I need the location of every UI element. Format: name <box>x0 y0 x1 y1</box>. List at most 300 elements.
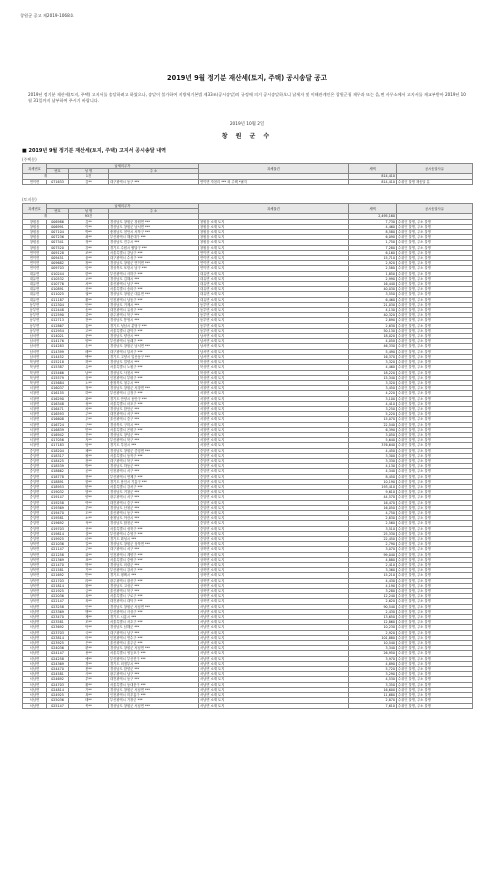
row-amount: 22,540 <box>349 422 397 427</box>
row-amount: 4,880 <box>349 557 397 562</box>
row-address: 경기도 부천시 *** <box>109 443 199 448</box>
row-object: 서남면 소재 토지 <box>199 635 349 640</box>
row-address: 대전광역시 중구 *** <box>109 500 199 505</box>
row-amount: 8,580 <box>349 230 397 235</box>
row-object: 상북면 소재 토지 <box>199 578 349 583</box>
row-address: 인천광역시 연수구 *** <box>109 635 199 640</box>
row-number: 014021 <box>47 334 69 339</box>
row-reason: 수취인 불명, 주소 불명 <box>397 599 473 604</box>
row-reason: 수취인 불명, 주소 불명 <box>397 594 473 599</box>
row-number: 019703 <box>47 526 69 531</box>
row-number: 024369 <box>47 661 69 666</box>
row-name: 공** <box>69 469 109 474</box>
row-taxtype: 서남면 <box>23 667 47 672</box>
row-number: 012713 <box>47 318 69 323</box>
row-amount: 4,410 <box>349 401 397 406</box>
row-number: 021258 <box>47 552 69 557</box>
row-taxtype: 연이면 <box>23 179 47 184</box>
row-address: 광주광역시 북구 *** <box>109 313 199 318</box>
row-object: 서남면 소재 토지 <box>199 682 349 687</box>
row-number: 016608 <box>47 417 69 422</box>
house-section-label: (주택분) <box>22 157 37 162</box>
row-amount: 7,280 <box>349 245 397 250</box>
row-object: 중앙면 소재 토지 <box>199 464 349 469</box>
col-reason: 공시송달사유 <box>397 164 473 174</box>
row-amount: 2,410 <box>349 563 397 568</box>
row-reason: 수취인 불명, 주소 불명 <box>397 266 473 271</box>
row-object: 서창면 소재 토지 <box>199 427 349 432</box>
row-name: 황** <box>69 297 109 302</box>
row-name: 신** <box>69 287 109 292</box>
row-reason: 수취인 불명, 주소 불명 <box>397 479 473 484</box>
row-amount: 5,640 <box>349 438 397 443</box>
row-taxtype: 중앙면 <box>23 484 47 489</box>
row-name: 추** <box>69 505 109 510</box>
row-address: 경상남도 창원군 대유면 *** <box>109 292 199 297</box>
row-taxtype: 서창면 <box>23 412 47 417</box>
row-object: 창원읍 소재 토지 <box>199 245 349 250</box>
row-taxtype: 서남면 <box>23 687 47 692</box>
row-amount: 8,450 <box>349 474 397 479</box>
row-reason: 수취인 불명, 주소 불명 <box>397 448 473 453</box>
row-address: 경기도 용인시 기흥구 *** <box>109 479 199 484</box>
row-object: 상북면 소재 토지 <box>199 573 349 578</box>
row-amount: 2,870 <box>349 698 397 703</box>
row-amount: 4,130 <box>349 308 397 313</box>
row-object: 중앙면 소재 토지 <box>199 469 349 474</box>
row-reason: 수취인 불명, 주소 불명 <box>397 375 473 380</box>
row-number: 009128 <box>47 250 69 255</box>
row-address: 서울특별시 강서구 *** <box>109 484 199 489</box>
row-reason: 수취인 불명, 주소 불명 <box>397 464 473 469</box>
row-address: 서울특별시 영등포구 *** <box>109 651 199 656</box>
row-name: 곽** <box>69 396 109 401</box>
row-name: 선** <box>69 526 109 531</box>
row-reason: 수취인 불명, 주소 불명 <box>397 500 473 505</box>
col-no: 번호 <box>47 209 69 214</box>
row-number: 022036 <box>47 594 69 599</box>
row-address: 대구광역시 달서구 *** <box>109 349 199 354</box>
row-object: 중앙면 소재 토지 <box>199 484 349 489</box>
row-name: 소** <box>69 516 109 521</box>
row-object: 대유면 소재 토지 <box>199 287 349 292</box>
row-taxtype: 서남면 <box>23 703 47 708</box>
row-amount: 5,720 <box>349 667 397 672</box>
row-taxtype: 중앙면 <box>23 516 47 521</box>
row-amount: 7,610 <box>349 703 397 708</box>
total-label: 계 <box>23 174 69 179</box>
row-address: 울산광역시 울주군 *** <box>109 641 199 646</box>
row-address: 충청남도 아산시 *** <box>109 516 199 521</box>
row-object: 상북면 소재 토지 <box>199 557 349 562</box>
row-number: 025147 <box>47 703 69 708</box>
row-taxtype: 서남면 <box>23 604 47 609</box>
row-object: 대유면 소재 토지 <box>199 276 349 281</box>
row-number: 015218 <box>47 360 69 365</box>
row-number: 010244 <box>47 271 69 276</box>
col-amount: 세액 <box>349 204 397 214</box>
row-address: 경상남도 의령군 *** <box>109 563 199 568</box>
col-address: 주 소 <box>109 209 199 214</box>
row-taxtype: 남서면 <box>23 349 47 354</box>
row-amount: 40,320 <box>349 313 397 318</box>
row-name: 편** <box>69 646 109 651</box>
row-object: 중앙면 소재 토지 <box>199 448 349 453</box>
row-name: 제** <box>69 615 109 620</box>
row-number: 018425 <box>47 458 69 463</box>
row-number: 024581 <box>47 672 69 677</box>
row-name: 기** <box>69 568 109 573</box>
row-amount: 50,130 <box>349 328 397 333</box>
row-reason: 수취인 불명, 주소 불명 <box>397 490 473 495</box>
row-taxtype: 서창면 <box>23 427 47 432</box>
row-number: 007236 <box>47 235 69 240</box>
intro-paragraph: 2019년 정기분 재산세(토지, 주택) 고지서를 송달하려고 하였으나, 송달이 불가하여 지방세기본법 제33조(공시송달)의 규정에 의거 공시송달하오니 납세자 및 이해관계인은 창원군청 재무과 또는 읍,면 사무소에서 고지서를 재교부받아 2019년 10월 31일까지 납부하여 주시기 바랍니다. <box>28 92 466 104</box>
row-number: 016724 <box>47 422 69 427</box>
row-taxtype: 서창면 <box>23 396 47 401</box>
row-number: 018317 <box>47 453 69 458</box>
row-name: 조** <box>69 250 109 255</box>
row-object: 상북면 소재 토지 <box>199 594 349 599</box>
col-taxpayer: 납세의무자 <box>47 204 199 209</box>
row-name: 인** <box>69 604 109 609</box>
row-name: 천** <box>69 458 109 463</box>
row-name: 은** <box>69 641 109 646</box>
row-taxtype: 서남면 <box>23 651 47 656</box>
row-amount: 3,290 <box>349 672 397 677</box>
row-name: 길** <box>69 542 109 547</box>
row-object: 서창면 소재 토지 <box>199 406 349 411</box>
row-number: 023703 <box>47 630 69 635</box>
row-amount: 99,040 <box>349 552 397 557</box>
row-amount: 1,750 <box>349 240 397 245</box>
house-table <box>22 163 473 185</box>
row-name: 복** <box>69 693 109 698</box>
page-title: 2019년 9월 정기분 재산세(토지, 주택) 공시송달 공고 <box>167 74 327 82</box>
row-number: 012954 <box>47 328 69 333</box>
row-name: 황** <box>69 682 109 687</box>
row-reason: 수취인 불명, 주소 불명 <box>397 245 473 250</box>
row-address: 서울특별시 송파구 *** <box>109 287 199 292</box>
row-number: 010891 <box>47 287 69 292</box>
row-object: 북상면 소재 토지 <box>199 365 349 370</box>
row-name: 함** <box>69 479 109 484</box>
row-number: 023470 <box>47 615 69 620</box>
row-name: 양** <box>69 339 109 344</box>
row-address: 충청남도 천안시 서북구 *** <box>109 230 199 235</box>
row-reason: 수취인 불명, 주소 불명 <box>397 271 473 276</box>
row-object: 북상면 소재 토지 <box>199 370 349 375</box>
row-taxtype: 서남면 <box>23 661 47 666</box>
row-amount: 16,370 <box>349 354 397 359</box>
row-reason: 수취인 불명, 주소 불명 <box>397 505 473 510</box>
row-number: 015579 <box>47 375 69 380</box>
total-count: 1건 <box>69 174 109 179</box>
row-object: 동부면 소재 토지 <box>199 313 349 318</box>
row-name: 성** <box>69 401 109 406</box>
row-taxtype: 동부면 <box>23 302 47 307</box>
row-reason: 수취인 불명, 주소 불명 <box>397 495 473 500</box>
row-taxtype: 창원읍 <box>23 230 47 235</box>
row-amount: 10,230 <box>349 625 397 630</box>
row-taxtype: 서남면 <box>23 682 47 687</box>
row-amount: 4,460 <box>349 365 397 370</box>
row-reason: 수취인 불명, 주소 불명 <box>397 578 473 583</box>
row-number: 007520 <box>47 245 69 250</box>
row-address: 부산광역시 사상구 *** <box>109 609 199 614</box>
row-number: 024147 <box>47 651 69 656</box>
row-name: 옥** <box>69 594 109 599</box>
row-address: 경기도 성남시 분당구 *** <box>109 323 199 328</box>
row-name: 이** <box>69 224 109 229</box>
row-taxtype: 남서면 <box>23 334 47 339</box>
row-number: 024703 <box>47 682 69 687</box>
row-object: 서남면 소재 토지 <box>199 615 349 620</box>
row-amount: 4,130 <box>349 464 397 469</box>
row-taxtype: 서창면 <box>23 406 47 411</box>
row-taxtype: 대유면 <box>23 297 47 302</box>
row-number: 024258 <box>47 656 69 661</box>
row-name: 경** <box>69 661 109 666</box>
row-reason: 수취인 불명, 주소 불명 <box>397 542 473 547</box>
row-amount: 11,680 <box>349 693 397 698</box>
notice-date: 2019년 10월 2일 <box>229 122 265 127</box>
row-name: 라** <box>69 578 109 583</box>
row-amount: 3,050 <box>349 432 397 437</box>
row-number: 007104 <box>47 230 69 235</box>
row-reason: 수취인 불명, 주소 불명 <box>397 573 473 578</box>
row-reason: 수취인 불명, 주소 불명 <box>397 297 473 302</box>
row-address: 경기도 의정부시 *** <box>109 661 199 666</box>
row-taxtype: 상북면 <box>23 589 47 594</box>
row-reason: 수취인 불명, 주소 불명 <box>397 240 473 245</box>
row-address: 경상남도 창원군 서창면 *** <box>109 386 199 391</box>
row-amount: 3,350 <box>349 682 397 687</box>
row-address: 서울특별시 동작구 *** <box>109 453 199 458</box>
row-number: 009682 <box>47 261 69 266</box>
row-address: 울산광역시 남구 *** <box>109 282 199 287</box>
row-number: 010532 <box>47 276 69 281</box>
row-address: 경상남도 합천군 *** <box>109 521 199 526</box>
row-taxtype: 서창면 <box>23 432 47 437</box>
row-amount: 2,790 <box>349 542 397 547</box>
row-object: 서남면 소재 토지 <box>199 703 349 708</box>
row-taxtype: 서남면 <box>23 677 47 682</box>
row-amount: 4,430 <box>349 578 397 583</box>
row-reason: 수취인 불명, 주소 불명 <box>397 698 473 703</box>
row-taxtype: 연이면 <box>23 256 47 261</box>
row-name: 엄** <box>69 443 109 448</box>
row-reason: 수취인 불명, 주소 불명 <box>397 531 473 536</box>
row-amount: 1,850 <box>349 271 397 276</box>
row-amount: 3,510 <box>349 526 397 531</box>
row-object: 서남면 소재 토지 <box>199 609 349 614</box>
row-name: 양** <box>69 495 109 500</box>
row-name: 채** <box>69 448 109 453</box>
row-reason: 수취인 불명, 주소 불명 <box>397 583 473 588</box>
row-name: 노** <box>69 380 109 385</box>
row-reason: 수취인 불명, 주소 불명 <box>397 526 473 531</box>
row-address: 대전광역시 대덕구 *** <box>109 599 199 604</box>
row-reason: 수취인 불명, 주소 불명 <box>397 687 473 692</box>
row-object: 서남면 소재 토지 <box>199 646 349 651</box>
row-reason: 수취인 불명, 주소 불명 <box>397 302 473 307</box>
row-object: 중앙면 소재 토지 <box>199 510 349 515</box>
row-amount: 7,730 <box>349 219 397 224</box>
row-reason: 수취인 불명, 주소 불명 <box>397 360 473 365</box>
row-amount: 12,240 <box>349 594 397 599</box>
row-name: 육** <box>69 599 109 604</box>
row-amount: 2,430 <box>349 609 397 614</box>
row-reason: 수취인 불명, 주소 불명 <box>397 334 473 339</box>
row-taxtype: 중앙면 <box>23 479 47 484</box>
row-reason: 수취인 불명, 주소 불명 <box>397 256 473 261</box>
row-object: 서창면 소재 토지 <box>199 443 349 448</box>
row-name: 송** <box>69 308 109 313</box>
row-reason: 수취인 불명, 주소 불명 <box>397 677 473 682</box>
row-object: 동부면 소재 토지 <box>199 323 349 328</box>
row-taxtype: 대유면 <box>23 271 47 276</box>
section-title: ■ 2019년 9월 정기분 재산세(토지, 주택) 고지서 공시송달 내역 <box>22 148 166 154</box>
row-address: 경상남도 창녕군 *** <box>109 432 199 437</box>
row-number: 014176 <box>47 339 69 344</box>
row-object: 중앙면 소재 토지 <box>199 537 349 542</box>
row-address: 경상북도 구미시 *** <box>109 422 199 427</box>
row-amount: 3,250 <box>349 406 397 411</box>
row-reason: 수취인 불명, 주소 불명 <box>397 651 473 656</box>
row-address: 경상남도 함안군 *** <box>109 406 199 411</box>
row-amount: 3,300 <box>349 453 397 458</box>
row-amount: 6,090 <box>349 235 397 240</box>
row-amount: 4,340 <box>349 469 397 474</box>
row-name: 권** <box>69 292 109 297</box>
row-taxtype: 남서면 <box>23 344 47 349</box>
row-amount: 2,580 <box>349 266 397 271</box>
row-object: 서남면 소재 토지 <box>199 667 349 672</box>
row-reason: 수취인 불명, 주소 불명 <box>397 458 473 463</box>
row-number: 012304 <box>47 302 69 307</box>
row-number: 012590 <box>47 313 69 318</box>
row-address: 경기도 평택시 *** <box>109 573 199 578</box>
row-taxtype: 서남면 <box>23 615 47 620</box>
row-name: 주** <box>69 412 109 417</box>
row-object: 북상면 소재 토지 <box>199 375 349 380</box>
total-count: 93건 <box>69 214 109 219</box>
row-number: 021147 <box>47 547 69 552</box>
row-reason: 수취인 불명, 주소 불명 <box>397 401 473 406</box>
row-amount: 3,340 <box>349 646 397 651</box>
row-address: 경상남도 창원군 상북면 *** <box>109 542 199 547</box>
row-object: 상북면 소재 토지 <box>199 589 349 594</box>
row-name: 장** <box>69 261 109 266</box>
row-reason: 수취인 불명, 주소 불명 <box>397 230 473 235</box>
row-reason: 수취인 불명, 주소 불명 <box>397 354 473 359</box>
row-reason: 수취인 불명, 주소 불명 <box>397 219 473 224</box>
row-number: 019814 <box>47 531 69 536</box>
row-address: 울산광역시 중구 *** <box>109 417 199 422</box>
notice-number: 창원군 공고 제2019-1068호 <box>20 13 74 18</box>
row-reason: 수취인 불명, 주소 불명 <box>397 615 473 620</box>
col-no: 번호 <box>47 169 69 174</box>
row-taxtype: 북상면 <box>23 380 47 385</box>
row-reason: 수취인 불명, 주소 불명 <box>397 537 473 542</box>
row-object: 서남면 소재 토지 <box>199 620 349 625</box>
row-name: 손** <box>69 344 109 349</box>
row-taxtype: 중앙면 <box>23 500 47 505</box>
col-taxtype: 과세번호 <box>23 204 47 214</box>
row-amount: 18,220 <box>349 370 397 375</box>
row-name: 고** <box>69 328 109 333</box>
row-object: 연이면 소재 토지 <box>199 250 349 255</box>
row-amount: 26,950 <box>349 651 397 656</box>
row-amount: 4,190 <box>349 583 397 588</box>
row-name: 주** <box>69 547 109 552</box>
col-taxtype: 과세번호 <box>23 164 47 174</box>
row-object: 서창면 소재 토지 <box>199 422 349 427</box>
row-number: 019581 <box>47 516 69 521</box>
row-object: 서창면 소재 토지 <box>199 432 349 437</box>
row-taxtype: 중앙면 <box>23 464 47 469</box>
row-address: 서울특별시 성북구 *** <box>109 526 199 531</box>
row-number: 017183 <box>47 443 69 448</box>
row-number: 009703 <box>47 266 69 271</box>
row-reason: 수취인 불명, 주소 불명 <box>397 609 473 614</box>
row-number: 019369 <box>47 505 69 510</box>
row-amount: 16,600 <box>349 687 397 692</box>
row-name: 표** <box>69 557 109 562</box>
row-address: 서울특별시 구로구 *** <box>109 594 199 599</box>
row-address: 대전광역시 서구 *** <box>109 412 199 417</box>
row-number: 009451 <box>47 256 69 261</box>
row-taxtype: 상북면 <box>23 594 47 599</box>
row-object: 중앙면 소재 토지 <box>199 500 349 505</box>
row-address: 경상남도 진주시 *** <box>109 240 199 245</box>
row-address: 경상남도 함양군 *** <box>109 667 199 672</box>
row-reason: 수취인 불명, 주소 불명 <box>397 438 473 443</box>
row-amount: 10,540 <box>349 641 397 646</box>
row-taxtype: 남서면 <box>23 354 47 359</box>
row-number: 021692 <box>47 573 69 578</box>
row-address: 경상남도 김해시 *** <box>109 276 199 281</box>
row-amount: 193,410 <box>349 484 397 489</box>
row-object: 연이면 자천리 *** 외 주택 *필지 <box>199 179 349 184</box>
row-amount: 101,880 <box>349 635 397 640</box>
row-amount: 16,440 <box>349 282 397 287</box>
row-object: 창원읍 소재 토지 <box>199 230 349 235</box>
row-object: 대유면 소재 토지 <box>199 282 349 287</box>
row-object: 중앙면 소재 토지 <box>199 516 349 521</box>
row-address: 부산광역시 동래구 *** <box>109 339 199 344</box>
row-taxtype: 서남면 <box>23 630 47 635</box>
row-taxtype: 서창면 <box>23 417 47 422</box>
row-number: 021925 <box>47 589 69 594</box>
land-section-label: (토지분) <box>22 197 37 202</box>
row-taxtype: 북상면 <box>23 360 47 365</box>
row-address: 경기도 시흥시 *** <box>109 615 199 620</box>
row-address: 대구광역시 남구 *** <box>109 630 199 635</box>
row-object: 서남면 소재 토지 <box>199 641 349 646</box>
row-number: 022147 <box>47 599 69 604</box>
row-taxtype: 대유면 <box>23 282 47 287</box>
row-reason: 수취인 불명, 주소 불명 <box>397 641 473 646</box>
row-address: 서울특별시 중랑구 *** <box>109 557 199 562</box>
row-number: 025036 <box>47 698 69 703</box>
row-taxtype: 서남면 <box>23 641 47 646</box>
row-name: 현** <box>69 474 109 479</box>
row-taxtype: 동부면 <box>23 328 47 333</box>
row-amount: 22,450 <box>349 537 397 542</box>
row-amount: 4,890 <box>349 661 397 666</box>
